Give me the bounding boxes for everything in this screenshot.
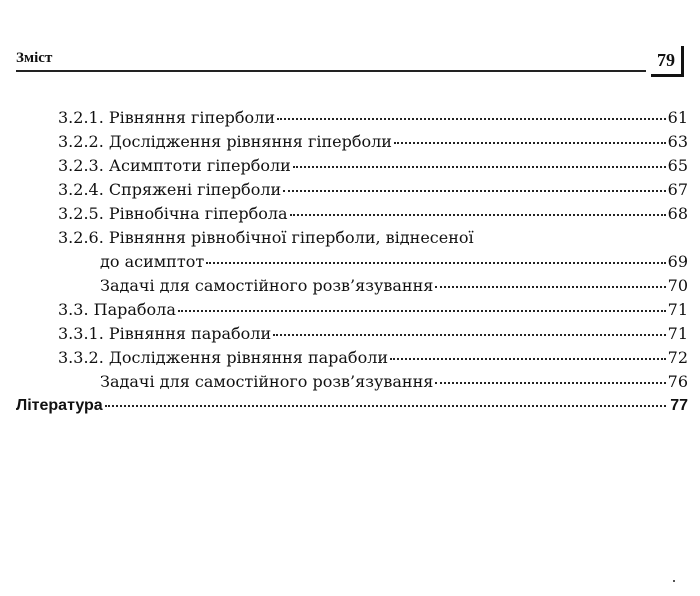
- toc-entry-page: 69: [667, 252, 688, 271]
- toc-entry-page: 72: [667, 348, 688, 367]
- running-title: Зміст: [16, 50, 53, 66]
- toc-entry[interactable]: [58, 180, 688, 200]
- toc-entry-label: 3.2.1. Рівняння гіперболи: [58, 108, 276, 127]
- toc-entry-page: 61: [667, 108, 688, 127]
- toc-entry[interactable]: [58, 132, 688, 152]
- toc-entry-page: 67: [667, 180, 688, 199]
- leader-dots: [206, 262, 665, 264]
- page-number-box: [651, 46, 684, 77]
- page-header: [16, 44, 684, 78]
- toc-entry-label: 3.3. Парабола: [58, 300, 176, 319]
- toc-entry-page: 77: [670, 397, 688, 414]
- toc-entry-label: 3.2.5. Рівнобічна гіпербола: [58, 204, 288, 223]
- scan-speck: [673, 580, 675, 582]
- toc-entry-label: Література: [16, 397, 103, 414]
- toc-entry[interactable]: [58, 108, 688, 128]
- toc-entry[interactable]: [58, 300, 688, 320]
- toc-entry[interactable]: [58, 324, 688, 344]
- toc-entry-page: 65: [667, 156, 688, 175]
- leader-dots: [178, 310, 666, 312]
- toc-entry-page: 63: [667, 132, 688, 151]
- toc-entry[interactable]: [100, 276, 688, 296]
- toc-entry-label: Задачі для самостійного розв’язування: [100, 372, 434, 391]
- header-rule: [16, 70, 646, 72]
- toc-entry-label: 3.2.2. Дослідження рівняння гіперболи: [58, 132, 392, 151]
- toc-entry-page: 70: [667, 276, 688, 295]
- leader-dots: [435, 382, 665, 384]
- toc-entry-first-line[interactable]: [58, 228, 688, 248]
- toc-entry-label: до асимптот: [100, 252, 205, 271]
- toc-entry[interactable]: [100, 252, 688, 272]
- toc-entry[interactable]: [58, 156, 688, 176]
- leader-dots: [105, 405, 666, 407]
- toc-entry-label: 3.2.3. Асимптоти гіперболи: [58, 156, 291, 175]
- toc-entry-label: 3.3.2. Дослідження рівняння параболи: [58, 348, 389, 367]
- toc-entry-page: 71: [667, 324, 688, 343]
- leader-dots: [394, 142, 666, 144]
- leader-dots: [435, 286, 665, 288]
- toc-entry-references[interactable]: [16, 396, 688, 416]
- toc-entry-page: 76: [667, 372, 688, 391]
- toc-entry-label: 3.3.1. Рівняння параболи: [58, 324, 272, 343]
- toc-entry-page: 68: [667, 204, 688, 223]
- leader-dots: [273, 334, 666, 336]
- toc-entry[interactable]: [58, 204, 688, 224]
- toc-entry-page: 71: [667, 300, 688, 319]
- leader-dots: [283, 190, 665, 192]
- leader-dots: [277, 118, 666, 120]
- leader-dots: [290, 214, 666, 216]
- toc-entry-label: 3.2.4. Спряжені гіперболи: [58, 180, 282, 199]
- page-number: 79: [657, 50, 675, 70]
- leader-dots: [390, 358, 666, 360]
- toc-entry-label: Задачі для самостійного розв’язування: [100, 276, 434, 295]
- leader-dots: [293, 166, 666, 168]
- toc-entry[interactable]: [58, 348, 688, 368]
- toc-entry-label: 3.2.6. Рівняння рівнобічної гіперболи, віднесеної: [58, 228, 474, 247]
- toc-entry[interactable]: [100, 372, 688, 392]
